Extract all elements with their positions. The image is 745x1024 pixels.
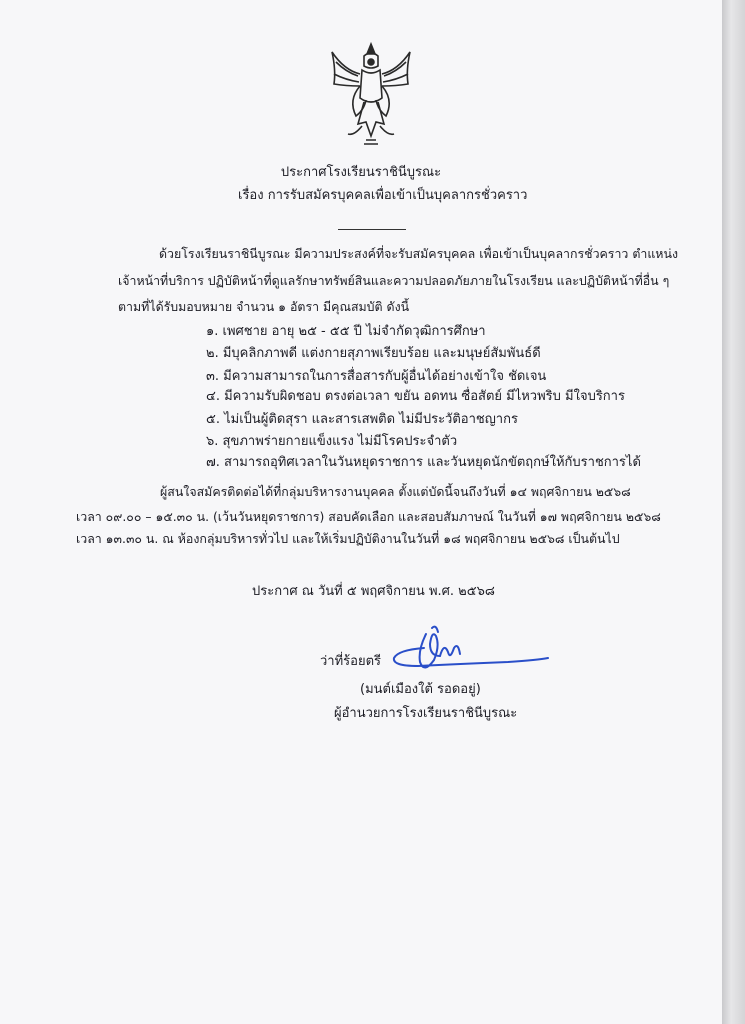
application-line-2: เวลา ๐๙.๐๐ – ๑๕.๓๐ น. (เว้นวันหยุดราชการ) สอบคัดเลือก และสอบสัมภาษณ์ ในวันที่ ๑๗ พฤศจิกายน ๒๕๖๘ <box>76 509 661 524</box>
application-line-1: ผู้สนใจสมัครติดต่อได้ที่กลุ่มบริหารงานบุคคล ตั้งแต่บัดนี้จนถึงวันที่ ๑๔ พฤศจิกายน ๒๕๖๘ <box>160 484 631 499</box>
garuda-emblem-icon <box>326 40 416 150</box>
application-line-3: เวลา ๑๓.๓๐ น. ณ ห้องกลุ่มบริหารทั่วไป และให้เริ่มปฏิบัติงานในวันที่ ๑๘ พฤศจิกายน ๒๕๖๘ เป็นต้นไป <box>76 531 620 546</box>
qualification-item-7: ๗. สามารถอุทิศเวลาในวันหยุดราชการ และวันหยุดนักขัตฤกษ์ให้กับราชการได้ <box>206 455 641 470</box>
signatory-rank: ว่าที่ร้อยตรี <box>320 654 382 669</box>
announcement-title: ประกาศโรงเรียนราชินีบูรณะ <box>280 165 442 180</box>
intro-line-2: เจ้าหน้าที่บริการ ปฏิบัติหน้าที่ดูแลรักษาทรัพย์สินและความปลอดภัยภายในโรงเรียน และปฏิบัติหน้าที่อื่น ๆ <box>118 273 670 288</box>
handwritten-signature <box>388 622 552 682</box>
announce-date: ประกาศ ณ วันที่ ๕ พฤศจิกายน พ.ศ. ๒๕๖๘ <box>252 584 495 599</box>
intro-line-1: ด้วยโรงเรียนราชินีบูรณะ มีความประสงค์ที่จะรับสมัครบุคคล เพื่อเข้าเป็นบุคลากรชั่วคราว ตำแหน่ง <box>159 246 678 261</box>
qualification-item-4: ๔. มีความรับผิดชอบ ตรงต่อเวลา ขยัน อดทน ซื่อสัตย์ มีไหวพริบ มีใจบริการ <box>206 389 625 404</box>
qualification-item-1: ๑. เพศชาย อายุ ๒๕ - ๕๕ ปี ไม่จำกัดวุฒิการศึกษา <box>206 324 486 339</box>
signatory-name: (มนต์เมืองใต้ รอดอยู่) <box>360 682 481 697</box>
subject-line: เรื่อง การรับสมัครบุคคลเพื่อเข้าเป็นบุคลากรชั่วคราว <box>238 188 528 203</box>
title-divider <box>338 229 406 230</box>
qualification-item-6: ๖. สุขภาพร่ายกายแข็งแรง ไม่มีโรคประจำตัว <box>206 434 458 449</box>
qualification-item-3: ๓. มีความสามารถในการสื่อสารกับผู้อื่นได้อย่างเข้าใจ ชัดเจน <box>206 369 547 384</box>
signatory-position: ผู้อำนวยการโรงเรียนราชินีบูรณะ <box>334 706 518 721</box>
qualification-item-2: ๒. มีบุคลิกภาพดี แต่งกายสุภาพเรียบร้อย และมนุษย์สัมพันธ์ดี <box>206 346 541 361</box>
qualification-item-5: ๕. ไม่เป็นผู้ติดสุรา และสารเสพติด ไม่มีประวัติอาชญากร <box>206 412 518 427</box>
intro-line-3: ตามที่ได้รับมอบหมาย จำนวน ๑ อัตรา มีคุณสมบัติ ดังนี้ <box>118 299 410 314</box>
scan-edge <box>722 0 745 1024</box>
